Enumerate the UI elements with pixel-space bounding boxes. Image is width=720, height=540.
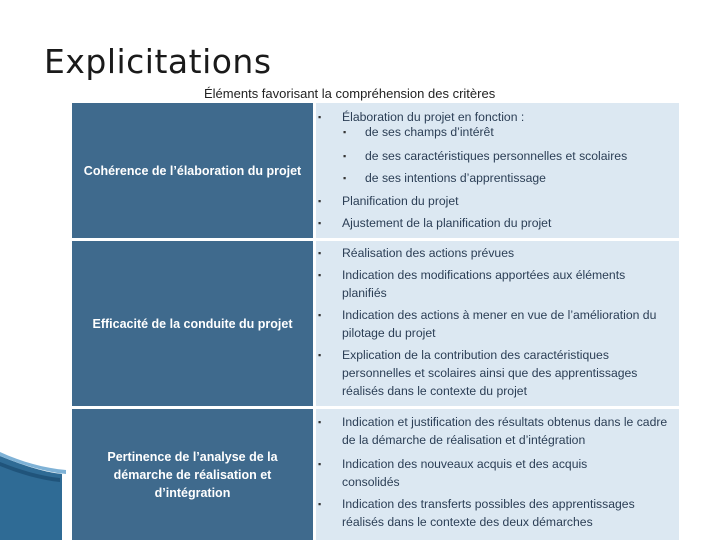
square-bullet-icon: ▪ bbox=[318, 218, 322, 228]
list-item: ▪ de ses intentions d’apprentissage bbox=[343, 171, 546, 185]
table-row bbox=[70, 103, 681, 238]
criterion-label: Cohérence de l’élaboration du projet bbox=[83, 163, 302, 178]
list-item: ▪ Indication des modifications apportées aux éléments planifiés bbox=[318, 268, 626, 300]
list-item: ▪ Indication et justification des résultats obtenus dans le cadre de la démarche de réalisation et d’intégration bbox=[318, 415, 668, 447]
criterion-label: Pertinence de l’analyse de la démarche de réalisation et d’intégration bbox=[107, 449, 278, 500]
square-bullet-icon: ▪ bbox=[318, 350, 322, 360]
square-bullet-icon: ▪ bbox=[318, 248, 322, 258]
list-item: ▪ Indication des nouveaux acquis et des acquis consolidés bbox=[318, 457, 588, 489]
elements-cell bbox=[316, 103, 679, 238]
square-bullet-icon: ▪ bbox=[343, 173, 347, 183]
square-bullet-icon: ▪ bbox=[318, 310, 322, 320]
list-item: ▪ Explication de la contribution des caractéristiques personnelles et scolaires ainsi que des apprentissages réalisés dans le contexte du projet bbox=[318, 348, 638, 398]
table-caption: Éléments favorisant la compréhension des critères bbox=[204, 86, 496, 101]
list-item: ▪ Indication des actions à mener en vue de l’amélioration du pilotage du projet bbox=[318, 308, 657, 340]
criterion-label: Efficacité de la conduite du projet bbox=[92, 316, 293, 331]
square-bullet-icon: ▪ bbox=[318, 270, 322, 280]
criteria-table bbox=[70, 103, 681, 540]
table-row bbox=[70, 409, 681, 540]
square-bullet-icon: ▪ bbox=[343, 151, 347, 161]
square-bullet-icon: ▪ bbox=[318, 499, 322, 509]
list-item: ▪ de ses caractéristiques personnelles et scolaires bbox=[343, 149, 628, 163]
square-bullet-icon: ▪ bbox=[318, 459, 322, 469]
list-item: ▪ Élaboration du projet en fonction : bbox=[318, 110, 525, 124]
square-bullet-icon: ▪ bbox=[343, 127, 347, 137]
elements-cell bbox=[316, 409, 679, 540]
list-item: ▪ Planification du projet bbox=[318, 194, 459, 208]
list-item: ▪ Réalisation des actions prévues bbox=[318, 246, 515, 260]
criterion-cell bbox=[72, 409, 313, 540]
table-row bbox=[70, 241, 681, 406]
square-bullet-icon: ▪ bbox=[318, 196, 322, 206]
list-item: ▪ Ajustement de la planification du projet bbox=[318, 216, 552, 230]
list-item: ▪ Indication des transferts possibles des apprentissages réalisés dans le contexte des deux démarches bbox=[318, 497, 635, 529]
square-bullet-icon: ▪ bbox=[318, 417, 322, 427]
slide-title: Explicitations bbox=[44, 42, 272, 81]
criterion-cell bbox=[72, 241, 313, 406]
elements-cell bbox=[316, 241, 679, 406]
list-item: ▪ de ses champs d’intérêt bbox=[343, 125, 494, 139]
square-bullet-icon: ▪ bbox=[318, 112, 322, 122]
decorative-swoosh-graphic bbox=[0, 452, 70, 540]
criterion-cell bbox=[72, 103, 313, 238]
